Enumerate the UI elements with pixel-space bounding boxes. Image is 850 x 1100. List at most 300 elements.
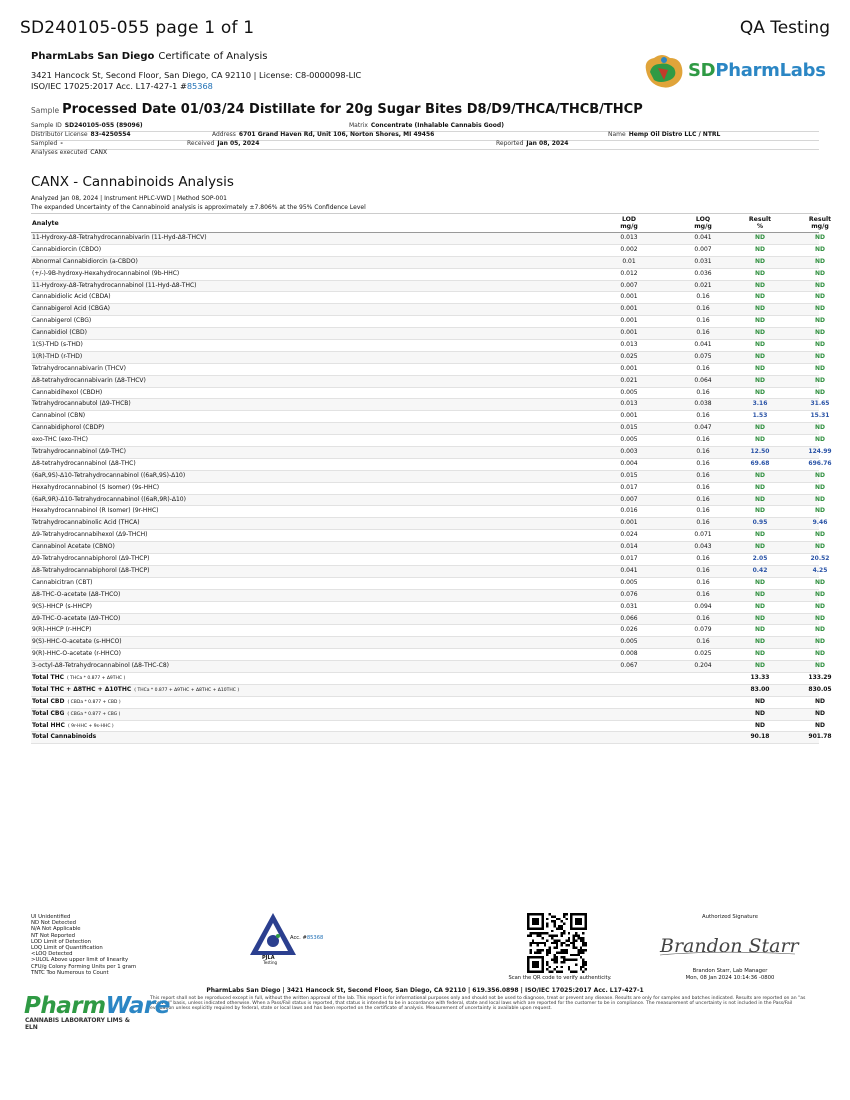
table-row bbox=[31, 614, 825, 626]
loq-value: 0.047 bbox=[694, 424, 712, 432]
svg-text:Brandon Starr: Brandon Starr bbox=[660, 935, 799, 957]
qa-status: QA Testing bbox=[739, 18, 830, 38]
result-pct: ND bbox=[754, 234, 765, 241]
lod-value: 0.013 bbox=[620, 234, 638, 241]
result-pct: ND bbox=[754, 578, 765, 586]
table-row bbox=[31, 578, 825, 590]
result-mg: ND bbox=[814, 662, 825, 670]
total-row bbox=[31, 709, 825, 721]
analyte-name: Cannabidiolic Acid (CBDA) bbox=[32, 293, 111, 301]
table-header bbox=[31, 213, 832, 233]
result-mg: ND bbox=[814, 471, 825, 479]
analyte-name: Cannabidiorcin (CBDO) bbox=[32, 245, 102, 253]
result-pct: ND bbox=[754, 269, 765, 277]
result-pct: ND bbox=[754, 531, 765, 539]
table-row bbox=[31, 411, 830, 423]
result-mg: ND bbox=[814, 495, 825, 503]
info-row-2: Distributor License 83-4250554 Address 6701 Grand Haven Rd, Unit 106, Norton Shores, MI 49456 Name Hemp Oil Distro LLC / NTRL bbox=[31, 130, 819, 141]
loq-value: 0.16 bbox=[696, 436, 710, 444]
document-id: SD240105-055 page 1 of 1 bbox=[20, 18, 255, 38]
doc-type: Certificate of Analysis bbox=[158, 51, 268, 62]
analyte-name: Δ8-THC-O-acetate (Δ8-THCO) bbox=[32, 590, 121, 598]
table-row bbox=[31, 281, 825, 293]
total-mg: ND bbox=[814, 721, 825, 729]
loq-value: 0.16 bbox=[696, 614, 710, 622]
lod-value: 0.067 bbox=[620, 662, 638, 670]
analyte-name: Δ8-Tetrahydrocannabiphorol (Δ8-THCP) bbox=[32, 566, 150, 574]
lod-value: 0.025 bbox=[620, 352, 638, 360]
result-pct: ND bbox=[754, 590, 765, 598]
lod-value: 0.005 bbox=[620, 578, 638, 586]
result-mg: ND bbox=[814, 531, 825, 539]
lod-value: 0.001 bbox=[620, 317, 638, 325]
results-table bbox=[31, 213, 832, 744]
result-mg: ND bbox=[814, 436, 825, 444]
sample-id: SD240105-055 (89096) bbox=[64, 122, 143, 129]
lod-value: 0.001 bbox=[620, 293, 638, 301]
result-pct: ND bbox=[754, 638, 765, 646]
analyte-name: 3-octyl-Δ8-Tetrahydrocannabinol (Δ8-THC-C8) bbox=[32, 662, 169, 670]
result-pct: 2.05 bbox=[752, 555, 768, 563]
table-row bbox=[31, 233, 825, 245]
loq-value: 0.007 bbox=[694, 245, 712, 253]
lab-address: 3421 Hancock St, Second Floor, San Diego, CA 92110 | License: C8-0000098-LIC bbox=[31, 70, 362, 80]
analyte-name: Tetrahydrocannabutol (Δ9-THCB) bbox=[32, 400, 131, 408]
loq-value: 0.16 bbox=[696, 555, 710, 563]
loq-value: 0.16 bbox=[696, 448, 710, 456]
loq-value: 0.038 bbox=[694, 400, 712, 408]
result-pct: ND bbox=[754, 245, 765, 253]
table-row bbox=[31, 554, 830, 566]
analyte-name: Tetrahydrocannabinolic Acid (THCA) bbox=[32, 519, 140, 527]
footer-disclaimer: This report shall not be reproduced except in full, without the written approval of the lab. This report is for informational purposes only and should not be used to diagnose, treat or prevent any disease. Results are only for samples and batches indicated. Results are reported on an "as received" basis, unless indicated otherwise. When a Pass/Fail status is reported, that status is intended to be in accordance with federal, state and local laws which are reported for the customer to be in compliance. The measurement of uncertainty is not included in the Pass/Fail evaluation unless explicitly required by federal, state or local laws and has been reported on the certificate of analysis. Measurement of uncertainty is available upon request. bbox=[150, 996, 806, 1012]
analyte-name: (6aR,9R)-Δ10-Tetrahydrocannabinol ((6aR,9R)-Δ10) bbox=[32, 495, 186, 503]
result-mg: ND bbox=[814, 234, 825, 241]
result-mg: ND bbox=[814, 578, 825, 586]
uncertainty-note: The expanded Uncertainty of the Cannabinoid analysis is approximately ±7.806% at the 95% Confidence Level bbox=[31, 204, 366, 211]
result-pct: ND bbox=[754, 341, 765, 349]
lod-value: 0.024 bbox=[620, 531, 638, 539]
total-row bbox=[31, 732, 832, 744]
loq-value: 0.16 bbox=[696, 566, 710, 574]
total-mg: 901.78 bbox=[808, 733, 832, 741]
lod-value: 0.005 bbox=[620, 436, 638, 444]
lod-value: 0.001 bbox=[620, 412, 638, 420]
col-result-pct: Result % bbox=[748, 216, 772, 230]
table-row bbox=[31, 364, 825, 376]
result-pct: ND bbox=[754, 614, 765, 622]
table-row bbox=[31, 495, 825, 507]
sdpharmlabs-logo bbox=[640, 50, 826, 90]
loq-value: 0.16 bbox=[696, 364, 710, 372]
result-mg: ND bbox=[814, 483, 825, 491]
result-mg: ND bbox=[814, 602, 825, 610]
lod-value: 0.004 bbox=[620, 459, 638, 467]
analyses-executed: CANX bbox=[90, 149, 108, 156]
loq-value: 0.16 bbox=[696, 329, 710, 337]
pjla-badge: PJLA Testing bbox=[248, 911, 298, 963]
lod-value: 0.017 bbox=[620, 555, 638, 563]
table-row bbox=[31, 399, 830, 411]
table-row bbox=[31, 649, 825, 661]
total-mg: 830.05 bbox=[808, 685, 832, 693]
lod-value: 0.016 bbox=[620, 507, 638, 515]
result-mg: ND bbox=[814, 269, 825, 277]
col-analyte: Analyte bbox=[32, 220, 59, 227]
distributor-license: 83-4250554 bbox=[90, 131, 131, 138]
analyte-name: (+/-)-9B-hydroxy-Hexahydrocannabinol (9b-HHC) bbox=[32, 269, 180, 277]
total-pct: ND bbox=[754, 721, 765, 729]
loq-value: 0.071 bbox=[694, 531, 712, 539]
result-mg: ND bbox=[814, 614, 825, 622]
pharmware-wordmark: PharmWare bbox=[24, 993, 170, 1019]
analyte-name: Abnormal Cannabidiorcin (a-CBDO) bbox=[32, 257, 138, 265]
table-body bbox=[31, 233, 832, 744]
lod-value: 0.013 bbox=[620, 341, 638, 349]
table-row bbox=[31, 506, 825, 518]
accreditation-number: Acc. #85368 bbox=[290, 935, 324, 941]
result-pct: ND bbox=[754, 376, 765, 384]
result-pct: 0.95 bbox=[752, 519, 768, 527]
lod-value: 0.015 bbox=[620, 471, 638, 479]
result-mg: ND bbox=[814, 590, 825, 598]
result-mg: 9.46 bbox=[812, 519, 828, 527]
result-mg: 696.76 bbox=[808, 459, 832, 467]
loq-value: 0.16 bbox=[696, 483, 710, 491]
col-result-mg: Result mg/g bbox=[808, 216, 832, 230]
table-row bbox=[31, 625, 825, 637]
sampled-date: - bbox=[60, 140, 63, 147]
analyte-name: Cannabidihexol (CBDH) bbox=[32, 388, 103, 396]
analyte-name: Cannabigerol (CBG) bbox=[32, 317, 92, 325]
result-mg: ND bbox=[814, 650, 825, 658]
result-mg: 124.99 bbox=[808, 448, 832, 456]
total-row bbox=[31, 721, 825, 733]
table-row bbox=[31, 590, 825, 602]
result-pct: ND bbox=[754, 471, 765, 479]
result-pct: ND bbox=[754, 293, 765, 301]
analyte-name: Cannabicitran (CBT) bbox=[32, 578, 93, 586]
analyte-name: 9(S)-HHCP (s-HHCP) bbox=[32, 602, 93, 610]
lod-value: 0.015 bbox=[620, 424, 638, 432]
lod-value: 0.01 bbox=[622, 257, 636, 265]
analyte-name: 9(R)-HHC-O-acetate (r-HHCO) bbox=[32, 650, 121, 658]
loq-value: 0.16 bbox=[696, 495, 710, 503]
loq-value: 0.043 bbox=[694, 543, 712, 551]
lod-value: 0.005 bbox=[620, 638, 638, 646]
legend-item: N/A Not Applicable bbox=[31, 926, 81, 933]
signature-image bbox=[655, 928, 805, 960]
info-row-3: Sampled - Received Jan 05, 2024 Reported Jan 08, 2024 bbox=[31, 139, 819, 150]
total-name: Total CBD ( CBDa * 0.877 + CBD ) bbox=[32, 697, 121, 705]
qr-caption: Scan the QR code to verify authenticity. bbox=[508, 975, 612, 981]
lab-title: PharmLabs San Diego bbox=[31, 51, 155, 62]
loq-value: 0.16 bbox=[696, 638, 710, 646]
total-name: Total Cannabinoids bbox=[32, 733, 97, 741]
legend-item: <LOQ Detected bbox=[31, 951, 73, 958]
pharmware-logo bbox=[24, 993, 170, 1031]
loq-value: 0.16 bbox=[696, 388, 710, 396]
signature-date: Mon, 08 Jan 2024 10:14:36 -0800 bbox=[685, 975, 775, 981]
table-row bbox=[31, 269, 825, 281]
analyte-name: Δ8-tetrahydrocannabinol (Δ8-THC) bbox=[32, 459, 136, 467]
total-row bbox=[31, 697, 825, 709]
sample-title: Processed Date 01/03/24 Distillate for 20g Sugar Bites D8/D9/THCA/THCB/THCP bbox=[62, 102, 643, 117]
legend-item: LOD Limit of Detection bbox=[31, 938, 92, 945]
table-row bbox=[31, 388, 825, 400]
abbreviation-legend bbox=[31, 914, 136, 976]
lod-value: 0.001 bbox=[620, 305, 638, 313]
loq-value: 0.16 bbox=[696, 317, 710, 325]
result-pct: ND bbox=[754, 305, 765, 313]
table-row bbox=[31, 637, 825, 649]
result-mg: ND bbox=[814, 376, 825, 384]
result-pct: ND bbox=[754, 424, 765, 432]
iso-prefix: ISO/IEC 17025:2017 Acc. L17-427-1 # bbox=[31, 81, 187, 91]
result-mg: 4.25 bbox=[812, 566, 828, 574]
result-pct: 69.68 bbox=[750, 459, 770, 467]
lab-iso bbox=[31, 81, 213, 91]
table-row bbox=[31, 483, 825, 495]
reported-date: Jan 08, 2024 bbox=[526, 140, 569, 147]
result-mg: ND bbox=[814, 281, 825, 289]
result-pct: 12.50 bbox=[750, 448, 770, 456]
col-loq: LOQ mg/g bbox=[694, 216, 712, 230]
total-name: Total HHC ( 9r-HHC + 9s-HHC ) bbox=[32, 721, 114, 729]
lod-value: 0.017 bbox=[620, 483, 638, 491]
table-row bbox=[31, 447, 832, 459]
result-mg: ND bbox=[814, 341, 825, 349]
total-mg: ND bbox=[814, 709, 825, 717]
analyte-name: Hexahydrocannabinol (S Isomer) (9s-HHC) bbox=[32, 483, 160, 491]
analyte-name: exo-THC (exo-THC) bbox=[32, 436, 89, 444]
result-pct: ND bbox=[754, 495, 765, 503]
result-mg: 20.52 bbox=[810, 555, 830, 563]
result-mg: ND bbox=[814, 388, 825, 396]
logo-text: SDPharmLabs bbox=[688, 60, 826, 81]
total-pct: 13.33 bbox=[750, 673, 770, 681]
lod-value: 0.005 bbox=[620, 388, 638, 396]
sample-label: Sample bbox=[31, 106, 60, 115]
table-row bbox=[31, 292, 825, 304]
table-row bbox=[31, 530, 825, 542]
lod-value: 0.001 bbox=[620, 519, 638, 527]
legend-item: LOQ Limit of Quantification bbox=[31, 945, 103, 952]
info-row-4: Analyses executed CANX bbox=[31, 149, 108, 156]
footer-address: PharmLabs San Diego | 3421 Hancock St, Second Floor, San Diego, CA 92110 | 619.356.0898 | ISO/IEC 17025:2017 Acc. L17-427-1 bbox=[206, 987, 644, 994]
result-pct: ND bbox=[754, 281, 765, 289]
loq-value: 0.16 bbox=[696, 519, 710, 527]
loq-value: 0.16 bbox=[696, 507, 710, 515]
lod-value: 0.001 bbox=[620, 364, 638, 372]
result-mg: ND bbox=[814, 245, 825, 253]
loq-value: 0.021 bbox=[694, 281, 712, 289]
analyte-name: 1(R)-THD (r-THD) bbox=[32, 352, 83, 360]
legend-item: >ULOL Above upper limit of linearity bbox=[31, 957, 129, 964]
table-row bbox=[31, 471, 825, 483]
qr-code-icon[interactable] bbox=[527, 913, 587, 973]
sample-title-line bbox=[31, 98, 643, 117]
result-pct: ND bbox=[754, 364, 765, 372]
result-pct: ND bbox=[754, 257, 765, 265]
loq-value: 0.16 bbox=[696, 412, 710, 420]
loq-value: 0.079 bbox=[694, 626, 712, 634]
lod-value: 0.026 bbox=[620, 626, 638, 634]
lod-value: 0.031 bbox=[620, 602, 638, 610]
result-pct: ND bbox=[754, 507, 765, 515]
result-mg: ND bbox=[814, 257, 825, 265]
table-row bbox=[31, 566, 828, 578]
result-pct: ND bbox=[754, 329, 765, 337]
result-pct: ND bbox=[754, 662, 765, 670]
loq-value: 0.031 bbox=[694, 257, 712, 265]
result-pct: 3.16 bbox=[752, 400, 768, 408]
info-row-1: Sample ID SD240105-055 (89096) Matrix Concentrate (Inhalable Cannabis Good) bbox=[31, 121, 819, 132]
table-row bbox=[31, 328, 825, 340]
result-pct: ND bbox=[754, 626, 765, 634]
table-row bbox=[31, 245, 825, 257]
lod-value: 0.014 bbox=[620, 543, 638, 551]
result-pct: ND bbox=[754, 483, 765, 491]
result-mg: ND bbox=[814, 317, 825, 325]
signer-name: Brandon Starr, Lab Manager bbox=[692, 968, 768, 974]
table-row bbox=[31, 459, 832, 471]
loq-value: 0.041 bbox=[694, 234, 712, 241]
analyte-name: 11-Hydroxy-Δ8-Tetrahydrocannabinol (11-Hyd-Δ8-THC) bbox=[32, 281, 197, 289]
result-mg: ND bbox=[814, 364, 825, 372]
pharmware-tagline: CANNABIS LABORATORY LIMS & ELN bbox=[25, 1017, 130, 1031]
analyte-name: 1(S)-THD (s-THD) bbox=[32, 341, 83, 349]
analyte-name: Cannabigerol Acid (CBGA) bbox=[32, 305, 111, 313]
table-row bbox=[31, 340, 825, 352]
result-mg: ND bbox=[814, 638, 825, 646]
result-mg: ND bbox=[814, 424, 825, 432]
table-row bbox=[31, 661, 825, 673]
total-pct: ND bbox=[754, 697, 765, 705]
lod-value: 0.001 bbox=[620, 329, 638, 337]
analyte-name: Δ9-THC-O-acetate (Δ9-THCO) bbox=[32, 614, 121, 622]
analyte-name: 9(S)-HHC-O-acetate (s-HHCO) bbox=[32, 638, 122, 646]
result-pct: ND bbox=[754, 317, 765, 325]
total-name: Total CBG ( CBGa * 0.877 + CBG ) bbox=[32, 709, 121, 717]
loq-value: 0.064 bbox=[694, 376, 712, 384]
table-row bbox=[31, 423, 825, 435]
loq-value: 0.16 bbox=[696, 590, 710, 598]
result-mg: ND bbox=[814, 543, 825, 551]
sample-matrix: Concentrate (Inhalable Cannabis Good) bbox=[370, 122, 504, 129]
loq-value: 0.16 bbox=[696, 459, 710, 467]
lod-value: 0.012 bbox=[620, 269, 638, 277]
table-row bbox=[31, 257, 825, 269]
total-mg: 133.29 bbox=[808, 673, 832, 681]
col-lod: LOD mg/g bbox=[620, 216, 638, 230]
distributor-name: Hemp Oil Distro LLC / NTRL bbox=[628, 131, 721, 138]
result-mg: 15.31 bbox=[810, 412, 830, 420]
result-pct: ND bbox=[754, 352, 765, 360]
result-pct: ND bbox=[754, 650, 765, 658]
analyte-name: 11-Hydroxy-Δ8-Tetrahydrocannabivarin (11-Hyd-Δ8-THCV) bbox=[32, 234, 207, 241]
section-title: CANX - Cannabinoids Analysis bbox=[31, 174, 234, 190]
analyte-name: Cannabinol Acetate (CBNO) bbox=[32, 543, 115, 551]
result-pct: 0.42 bbox=[752, 566, 768, 574]
total-pct: 90.18 bbox=[750, 733, 770, 741]
analyte-name: Tetrahydrocannabinol (Δ9-THC) bbox=[32, 448, 126, 456]
lod-value: 0.021 bbox=[620, 376, 638, 384]
table-row bbox=[31, 518, 828, 530]
analyte-name: Hexahydrocannabinol (R Isomer) (9r-HHC) bbox=[32, 507, 159, 515]
lod-value: 0.066 bbox=[620, 614, 638, 622]
analyte-name: Cannabidiol (CBD) bbox=[32, 329, 87, 337]
lod-value: 0.007 bbox=[620, 281, 638, 289]
analyte-name: Δ9-Tetrahydrocannabihexol (Δ9-THCH) bbox=[32, 531, 148, 539]
result-mg: ND bbox=[814, 293, 825, 301]
lod-value: 0.076 bbox=[620, 590, 638, 598]
table-row bbox=[31, 304, 825, 316]
total-pct: 83.00 bbox=[750, 685, 770, 693]
result-pct: ND bbox=[754, 543, 765, 551]
lod-value: 0.013 bbox=[620, 400, 638, 408]
lod-value: 0.003 bbox=[620, 448, 638, 456]
analyte-name: Cannabidiphorol (CBDP) bbox=[32, 424, 105, 432]
loq-value: 0.16 bbox=[696, 305, 710, 313]
analysis-meta: Analyzed Jan 08, 2024 | Instrument HPLC-VWD | Method SOP-001 bbox=[31, 195, 228, 202]
table-row bbox=[31, 352, 825, 364]
loq-value: 0.075 bbox=[694, 352, 712, 360]
logo-map-icon bbox=[640, 50, 688, 92]
analyte-name: Tetrahydrocannabivarin (THCV) bbox=[32, 364, 126, 372]
lod-value: 0.008 bbox=[620, 650, 638, 658]
analyte-name: Δ9-Tetrahydrocannabiphorol (Δ9-THCP) bbox=[32, 555, 150, 563]
received-date: Jan 05, 2024 bbox=[217, 140, 260, 147]
signature-label: Authorized Signature bbox=[702, 914, 758, 920]
table-row bbox=[31, 602, 825, 614]
result-mg: ND bbox=[814, 329, 825, 337]
legend-item: CFU/g Colony Forming Units per 1 gram bbox=[31, 963, 137, 970]
analyte-name: 9(R)-HHCP (r-HHCP) bbox=[32, 626, 92, 634]
iso-link[interactable]: 85368 bbox=[186, 81, 213, 91]
distributor-address: 6701 Grand Haven Rd, Unit 106, Norton Shores, MI 49456 bbox=[238, 131, 435, 138]
loq-value: 0.204 bbox=[694, 662, 712, 670]
total-pct: ND bbox=[754, 709, 765, 717]
result-mg: ND bbox=[814, 352, 825, 360]
result-mg: ND bbox=[814, 305, 825, 313]
result-pct: ND bbox=[754, 436, 765, 444]
table-row bbox=[31, 542, 825, 554]
loq-value: 0.16 bbox=[696, 293, 710, 301]
table-row bbox=[31, 316, 825, 328]
lod-value: 0.007 bbox=[620, 495, 638, 503]
total-name: Total THC ( THCa * 0.877 + Δ9THC ) bbox=[32, 673, 126, 681]
total-row bbox=[31, 673, 832, 685]
result-pct: ND bbox=[754, 388, 765, 396]
result-pct: ND bbox=[754, 602, 765, 610]
analyte-name: Cannabinol (CBN) bbox=[32, 412, 86, 420]
loq-value: 0.16 bbox=[696, 471, 710, 479]
lab-name bbox=[31, 51, 268, 62]
lod-value: 0.002 bbox=[620, 245, 638, 253]
loq-value: 0.041 bbox=[694, 341, 712, 349]
total-name: Total THC + Δ8THC + Δ10THC ( THCa * 0.877 + Δ9THC + Δ8THC + Δ10THC ) bbox=[32, 685, 240, 693]
analyte-name: (6aR,9S)-Δ10-Tetrahydrocannabinol ((6aR,9S)-Δ10) bbox=[32, 471, 186, 479]
legend-item: NT Not Reported bbox=[31, 932, 76, 939]
loq-value: 0.036 bbox=[694, 269, 712, 277]
loq-value: 0.094 bbox=[694, 602, 712, 610]
table-row bbox=[31, 435, 825, 447]
result-mg: 31.65 bbox=[810, 400, 830, 408]
total-row bbox=[31, 685, 832, 697]
table-row bbox=[31, 376, 825, 388]
legend-item: ND Not Detected bbox=[31, 920, 76, 927]
